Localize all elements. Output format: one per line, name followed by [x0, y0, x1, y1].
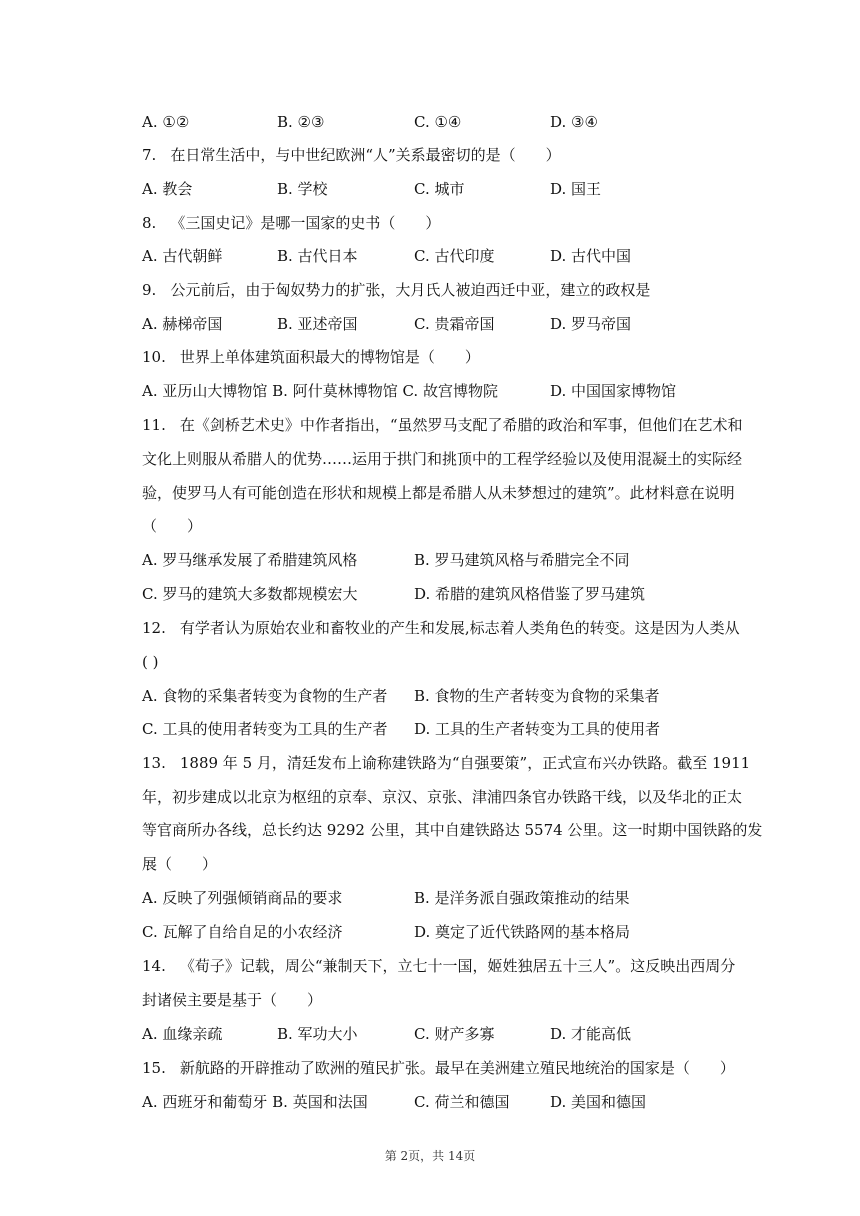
question-number: 12. — [142, 619, 166, 637]
question-stem — [142, 1058, 735, 1078]
answer-option: B. 军功大小 — [277, 1025, 358, 1043]
answer-option: A. 罗马继承发展了希腊建筑风格 — [142, 551, 358, 569]
question-text: 公元前后，由于匈奴势力的扩张，大月氏人被迫西迁中亚，建立的政权是 — [170, 281, 651, 299]
question-text: 1889 年 5 月，清廷发布上谕称建铁路为“自强要策”，正式宣布兴办铁路。截至 1911 — [179, 754, 751, 772]
question-text-continued: ( ) — [142, 653, 159, 671]
question-stem — [142, 753, 750, 773]
answer-option: C. 罗马的建筑大多数都规模宏大 — [142, 585, 358, 603]
question-stem — [142, 213, 440, 233]
answer-option: A. 血缘亲疏 — [142, 1025, 223, 1043]
question-number: 14. — [142, 957, 166, 975]
question-stem — [142, 280, 650, 300]
answer-option: A. 古代朝鲜 — [142, 247, 223, 265]
answer-option: C. 瓦解了自给自足的小农经济 — [142, 923, 343, 941]
answer-option: D. 罗马帝国 — [550, 315, 632, 333]
answer-option: A. ①② — [142, 113, 190, 131]
answer-option: B. 罗马建筑风格与希腊完全不同 — [414, 551, 630, 569]
answer-option: A. 反映了列强倾销商品的要求 — [142, 889, 343, 907]
question-stem — [142, 415, 743, 435]
answer-option: B. 是洋务派自强政策推动的结果 — [414, 889, 630, 907]
answer-option: D. 中国国家博物馆 — [550, 382, 677, 400]
question-number: 9. — [142, 281, 157, 299]
answer-option: D. 奠定了近代铁路网的基本格局 — [414, 923, 631, 941]
answer-option: C. 工具的使用者转变为工具的生产者 — [142, 720, 388, 738]
answer-options-inline: A. 西班牙和葡萄牙 B. 英国和法国 — [142, 1093, 368, 1111]
answer-option: D. 工具的生产者转变为工具的使用者 — [414, 720, 661, 738]
answer-options-inline: A. 亚历山大博物馆 B. 阿什莫林博物馆 C. 故宫博物院 — [142, 382, 498, 400]
answer-option: C. 贵霜帝国 — [414, 315, 495, 333]
answer-option: D. 古代中国 — [550, 247, 632, 265]
question-stem — [142, 145, 561, 165]
question-text: 在《剑桥艺术史》中作者指出，“虽然罗马支配了希腊的政治和军事，但他们在艺术和 — [179, 416, 743, 434]
answer-option: D. 希腊的建筑风格借鉴了罗马建筑 — [414, 585, 646, 603]
question-number: 10. — [142, 348, 166, 366]
question-number: 13. — [142, 754, 166, 772]
question-stem — [142, 618, 740, 638]
question-text: 有学者认为原始农业和畜牧业的产生和发展,标志着人类角色的转变。这是因为人类从 — [179, 619, 740, 637]
answer-option: D. 才能高低 — [550, 1025, 632, 1043]
answer-option: B. ②③ — [277, 113, 325, 131]
question-text: 《荀子》记载，周公“兼制天下，立七十一国，姬姓独居五十三人”。这反映出西周分 — [179, 957, 736, 975]
question-text-continued: 等官商所办各线，总长约达 9292 公里，其中自建铁路达 5574 公里。这一时期中国铁路的发 — [142, 821, 763, 839]
question-text: 在日常生活中，与中世纪欧洲“人”关系最密切的是（ ） — [170, 146, 561, 164]
answer-option: B. 学校 — [277, 180, 328, 198]
question-text-continued: 封诸侯主要是基于（ ） — [142, 991, 323, 1009]
answer-option: B. 亚述帝国 — [277, 315, 358, 333]
answer-option: C. 古代印度 — [414, 247, 495, 265]
answer-option: C. 荷兰和德国 — [414, 1093, 510, 1111]
question-text: 新航路的开辟推动了欧洲的殖民扩张。最早在美洲建立殖民地统治的国家是（ ） — [179, 1059, 735, 1077]
question-text-continued: 验，使罗马人有可能创造在形状和规模上都是希腊人从未梦想过的建筑”。此材料意在说明 — [142, 484, 735, 502]
answer-option: C. 城市 — [414, 180, 465, 198]
answer-option: C. 财产多寡 — [414, 1025, 495, 1043]
answer-option: B. 古代日本 — [277, 247, 358, 265]
answer-option: A. 食物的采集者转变为食物的生产者 — [142, 687, 388, 705]
question-text-continued: 文化上则服从希腊人的优势……运用于拱门和挑顶中的工程学经验以及使用混凝土的实际经 — [142, 450, 743, 468]
answer-option: D. ③④ — [550, 113, 598, 131]
answer-option: A. 赫梯帝国 — [142, 315, 223, 333]
question-number: 11. — [142, 416, 166, 434]
answer-option: C. ①④ — [414, 113, 462, 131]
question-text: 世界上单体建筑面积最大的博物馆是（ ） — [179, 348, 480, 366]
question-stem — [142, 347, 480, 367]
question-number: 15. — [142, 1059, 166, 1077]
question-number: 7. — [142, 146, 157, 164]
answer-option: D. 美国和德国 — [550, 1093, 647, 1111]
question-stem — [142, 956, 735, 976]
answer-option: A. 教会 — [142, 180, 193, 198]
question-text-continued: （ ） — [142, 517, 203, 535]
question-text-continued: 展（ ） — [142, 855, 218, 873]
question-text-continued: 年，初步建成以北京为枢纽的京奉、京汉、京张、津浦四条官办铁路干线，以及华北的正太 — [142, 788, 743, 806]
answer-option: D. 国王 — [550, 180, 602, 198]
question-text: 《三国史记》是哪一国家的史书（ ） — [170, 214, 441, 232]
page-footer: 第 2页，共 14页 — [384, 1149, 476, 1163]
question-number: 8. — [142, 214, 157, 232]
answer-option: B. 食物的生产者转变为食物的采集者 — [414, 687, 660, 705]
